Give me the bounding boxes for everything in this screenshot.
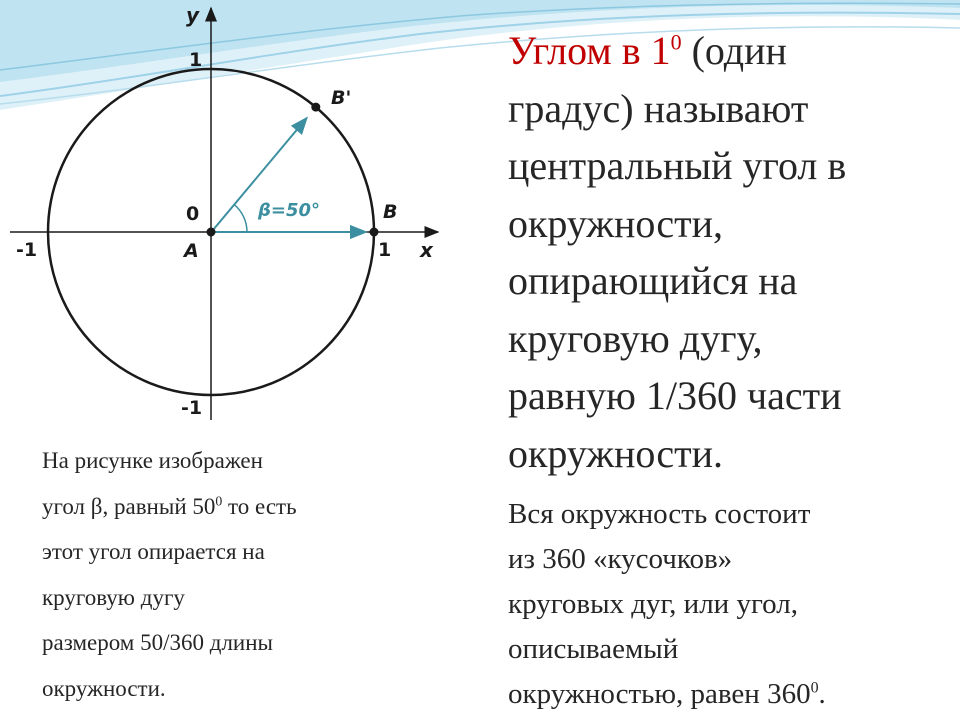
note-left-line-2 [42, 484, 422, 530]
tick-x-pos: 1 [378, 239, 392, 261]
note-left-line-1: На рисунке изображен [42, 448, 263, 473]
note-right-line-2: из 360 «кусочков» [508, 543, 733, 575]
note-left-line-6: окружности. [42, 675, 166, 701]
note-left-line-3: этот угол опирается на [42, 539, 265, 564]
axis-x-label: x [420, 238, 433, 262]
definition-accent-sup: 0 [670, 29, 682, 55]
tick-x-neg: -1 [16, 239, 38, 261]
note-right-line-5-sup: 0 [810, 679, 819, 697]
point-b-prime-dot [311, 103, 320, 112]
definition-line-6: круговую дугу, [508, 315, 763, 361]
tick-y-pos: 1 [189, 49, 203, 71]
point-b-dot [370, 228, 379, 237]
definition-line-2: градус) называют [508, 85, 809, 131]
axis-y-label: y [186, 3, 200, 27]
point-a-label: A [184, 240, 199, 262]
note-right-line-4: описываемый [508, 633, 679, 665]
note-right-line-5 [508, 672, 948, 717]
definition-block [508, 22, 948, 482]
figure-explanation [42, 438, 422, 711]
definition-line-7: равную 1/360 части [508, 373, 842, 418]
note-left-line-5: размером 50/360 длины [42, 630, 273, 655]
definition-line-8: окружности. [508, 430, 724, 476]
definition-line-3: центральный угол в [508, 143, 847, 188]
full-circle-note [508, 492, 948, 717]
angle-label: β=50° [258, 200, 321, 221]
note-left-line-4: круговую дугу [42, 584, 185, 610]
definition-line-1-rest: (один [681, 28, 787, 73]
point-a-dot [207, 228, 216, 237]
note-right-line-5-after: . [818, 678, 826, 710]
point-b-label: B [383, 201, 398, 223]
note-left-line-2-sup: 0 [215, 492, 223, 508]
unit-circle-figure [0, 0, 500, 440]
definition-line-4: окружности, [508, 200, 724, 246]
point-b-prime-label: B' [331, 87, 352, 109]
angle-arc [234, 204, 247, 232]
note-right-line-1: Вся окружность состоит [508, 498, 811, 530]
definition-line-1 [508, 22, 948, 80]
tick-y-neg: -1 [181, 397, 203, 419]
definition-accent: Углом в 1 [508, 28, 671, 73]
definition-line-5: опирающийся на [508, 258, 798, 303]
note-right-line-3: круговых дуг, или угол, [508, 588, 798, 620]
origin-label: 0 [186, 203, 200, 225]
note-left-line-2-before: угол β, равный 50 [42, 493, 216, 519]
note-left-line-2-after: то есть [222, 493, 297, 519]
note-right-line-5-before: окружностью, равен 360 [508, 678, 811, 710]
